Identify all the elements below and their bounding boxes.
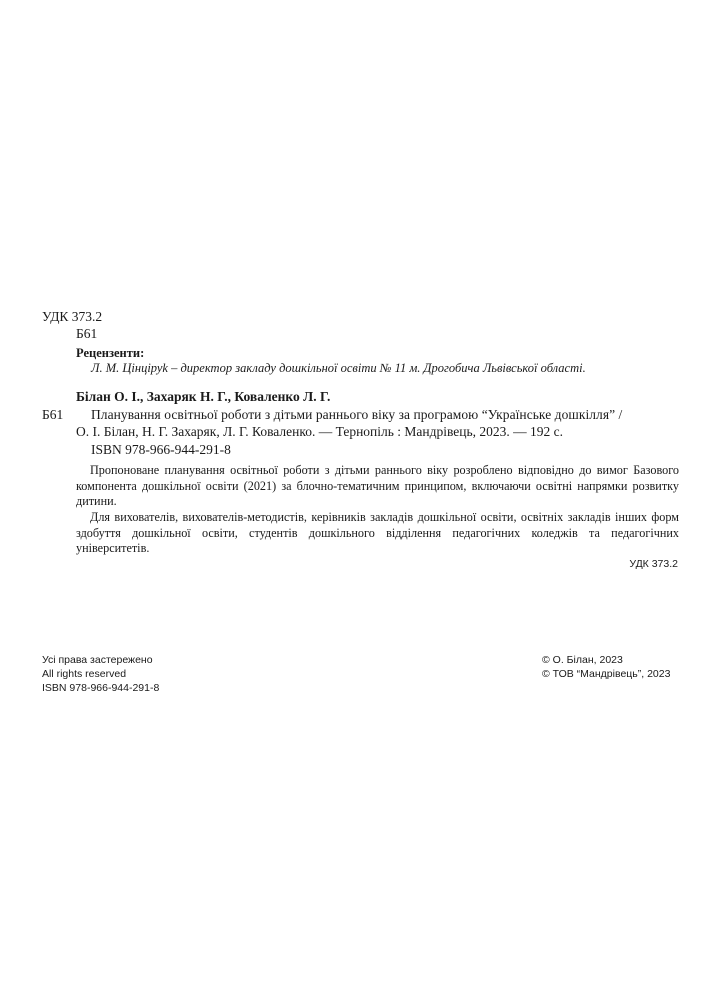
annotation-udk: УДК 373.2 — [629, 558, 678, 570]
catalog-isbn: ISBN 978-966-944-291-8 — [91, 442, 231, 457]
rights-reserved-en: All rights reserved — [42, 668, 127, 680]
footer-isbn: ISBN 978-966-944-291-8 — [42, 682, 160, 694]
rights-reserved-ua: Усі права застережено — [42, 654, 153, 666]
annotation-paragraph-2: Для вихователів, вихователів-методистів, керівників закладів дошкільної освіти, освітніх закладів інших форм здобуття дошкільної освіти, студентів дошкільного відділення педагогічних коледжів та педагогічних університетів. — [76, 510, 679, 556]
reviewers-label: Рецензенти: — [76, 346, 145, 360]
copyright-publisher: © ТОВ “Мандрівець”, 2023 — [542, 668, 671, 680]
catalog-authors: Білан О. І., Захаряк Н. Г., Коваленко Л. Г. — [76, 389, 331, 404]
udk-code: УДК 373.2 — [42, 309, 103, 324]
copyright-authors: © О. Білан, 2023 — [542, 654, 623, 666]
bbk-code: Б61 — [76, 326, 98, 341]
catalog-title-line2: О. І. Білан, Н. Г. Захаряк, Л. Г. Коваленко. — Тернопіль : Мандрівець, 2023. — 192 с. — [76, 424, 564, 439]
catalog-code: Б61 — [42, 407, 64, 422]
reviewers-text: Л. М. Цінціруk – директор закладу дошкільної освіти № 11 м. Дрогобича Львівської області. — [91, 361, 586, 375]
annotation-paragraph-1: Пропоноване планування освітньої роботи з дітьми раннього віку розроблено відповідно до вимог Базового компонента дошкільної освіти (2021) за блочно-тематичним принципом, включаючи освітні напрямки розвитку дитини. — [76, 463, 679, 509]
catalog-title-line1: Планування освітньої роботи з дітьми раннього віку за програмою “Українське дошкілля” / — [91, 407, 623, 422]
